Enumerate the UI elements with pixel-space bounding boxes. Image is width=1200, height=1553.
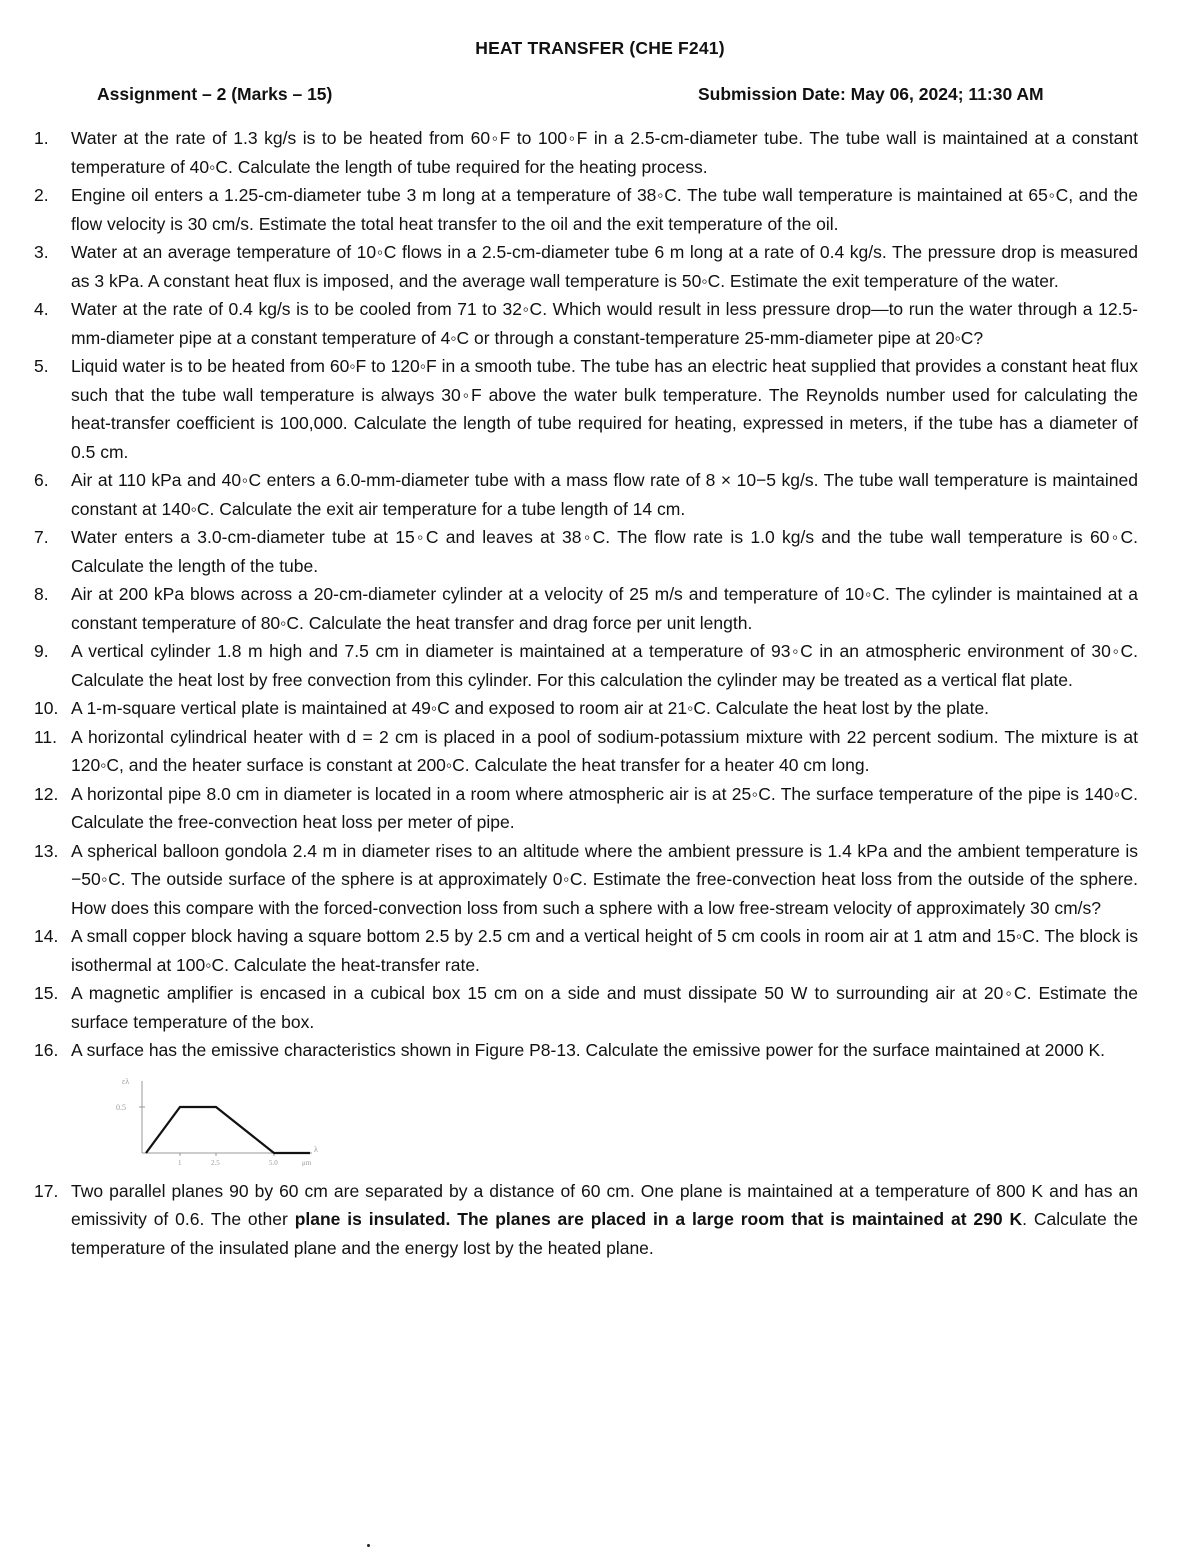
question-number: 17. <box>34 1180 59 1201</box>
question-text: Water at the rate of 0.4 kg/s is to be cooled from 71 to 32◦C. Which would result in less pressure drop—to run the water through a 12.5-mm-diameter pipe at a constant temperature of 4◦C or through a constant-temperature 25-mm-diameter pipe at 20◦C? <box>71 299 1138 348</box>
question-text: A surface has the emissive characteristics shown in Figure P8-13. Calculate the emissive power for the surface maintained at 2000 K. <box>71 1040 1105 1060</box>
y-tick-label: 0.5 <box>116 1102 126 1112</box>
question-text: Air at 110 kPa and 40◦C enters a 6.0-mm-diameter tube with a mass flow rate of 8 × 10−5 kg/s. The tube wall temperature is maintained constant at 140◦C. Calculate the exit air temperature for a tube length of 14 cm. <box>71 470 1138 519</box>
question-text-plain: Two parallel planes 90 by 60 cm are separated by a distance of 60 cm. One plane is maintained at a temperature of 800 K and has an emissivity of 0.6. The other <box>71 1180 1138 1229</box>
question-13 <box>34 837 1138 923</box>
question-list <box>34 124 1138 1262</box>
x-tick-label: μm <box>302 1158 312 1167</box>
page-title: HEAT TRANSFER (CHE F241) <box>475 38 725 58</box>
question-text-end: . Calculate the temperature of the insulated plane and the energy lost by the heated plane. <box>71 1209 1138 1258</box>
question-7 <box>34 523 1138 580</box>
question-text: A horizontal cylindrical heater with d = 2 cm is placed in a pool of sodium-potassium mixture with 22 percent sodium. The mixture is at 120◦C, and the heater surface is constant at 200◦C. Calculate the heat transfer for a heater 40 cm long. <box>71 726 1138 775</box>
question-text: Water enters a 3.0-cm-diameter tube at 15◦C and leaves at 38◦C. The flow rate is 1.0 kg/s and the tube wall temperature is 60◦C. Calculate the length of the tube. <box>71 527 1138 576</box>
question-6 <box>34 466 1138 523</box>
question-text: Engine oil enters a 1.25-cm-diameter tube 3 m long at a temperature of 38◦C. The tube wall temperature is maintained at 65◦C, and the flow velocity is 30 cm/s. Estimate the total heat transfer to the oil and the exit temperature of the oil. <box>71 185 1138 234</box>
question-number: 15. <box>34 983 59 1003</box>
question-number: 9. <box>34 641 49 661</box>
question-1 <box>34 124 1138 181</box>
question-number: 4. <box>34 299 49 319</box>
question-text: Water at an average temperature of 10◦C flows in a 2.5-cm-diameter tube 6 m long at a rate of 0.4 kg/s. The pressure drop is measured as 3 kPa. A constant heat flux is imposed, and the average wall temperature is 50◦C. Estimate the exit temperature of the water. <box>71 242 1138 291</box>
question-number: 14. <box>34 926 59 946</box>
emissivity-chart <box>102 1073 342 1173</box>
submission-date: Submission Date: May 06, 2024; 11:30 AM <box>698 84 1044 104</box>
question-number: 6. <box>34 470 49 490</box>
question-text: A spherical balloon gondola 2.4 m in diameter rises to an altitude where the ambient pressure is 1.4 kPa and the ambient temperature is −50◦C. The outside surface of the sphere is at approximately 0◦C. Estimate the free-convection heat loss from the outside of the sphere. How does this compare with the forced-convection loss from such a sphere with a low free-stream velocity of approximately 30 cm/s? <box>71 840 1138 918</box>
question-10 <box>34 694 1138 723</box>
question-text <box>71 1177 1138 1263</box>
question-number: 8. <box>34 584 49 604</box>
question-text-bold: plane is insulated. The planes are placed in a large room that is maintained at 290 K <box>294 1209 1023 1229</box>
x-axis-label: λ <box>314 1144 318 1154</box>
question-number: 10. <box>34 698 59 718</box>
question-15 <box>34 979 1138 1036</box>
question-5 <box>34 352 1138 466</box>
question-number: 7. <box>34 527 49 547</box>
question-4 <box>34 295 1138 352</box>
x-tick-label: 2.5 <box>211 1158 220 1167</box>
question-2 <box>34 181 1138 238</box>
question-14 <box>34 922 1138 979</box>
question-number: 2. <box>34 185 49 205</box>
question-16 <box>34 1036 1138 1065</box>
question-number: 11. <box>34 726 58 747</box>
emissivity-curve <box>146 1107 310 1153</box>
question-number: 16. <box>34 1040 59 1060</box>
question-number: 12. <box>34 783 59 804</box>
question-text: A vertical cylinder 1.8 m high and 7.5 cm in diameter is maintained at a temperature of 93◦C in an atmospheric environment of 30◦C. Calculate the heat lost by free convection from this cylinder. For this calculation the cylinder may be treated as a vertical flat plate. <box>71 641 1138 690</box>
question-text: A magnetic amplifier is encased in a cubical box 15 cm on a side and must dissipate 50 W to surrounding air at 20◦C. Estimate the surface temperature of the box. <box>71 983 1138 1032</box>
question-text: Water at the rate of 1.3 kg/s is to be heated from 60◦F to 100◦F in a 2.5-cm-diameter tube. The tube wall is maintained at a constant temperature of 40◦C. Calculate the length of tube required for the heating process. <box>71 128 1138 177</box>
page-mark <box>367 1544 370 1547</box>
question-text: A small copper block having a square bottom 2.5 by 2.5 cm and a vertical height of 5 cm cools in room air at 1 atm and 15◦C. The block is isothermal at 100◦C. Calculate the heat-transfer rate. <box>71 926 1138 975</box>
question-number: 5. <box>34 356 49 376</box>
y-axis-label: ελ <box>122 1076 130 1086</box>
question-number: 1. <box>34 128 49 148</box>
question-9 <box>34 637 1138 694</box>
emissivity-figure <box>102 1073 342 1173</box>
question-11 <box>34 723 1138 780</box>
question-3 <box>34 238 1138 295</box>
question-17 <box>34 1177 1138 1263</box>
question-number: 13. <box>34 840 59 861</box>
assignment-label: Assignment – 2 (Marks – 15) <box>97 84 333 104</box>
question-text: A horizontal pipe 8.0 cm in diameter is located in a room where atmospheric air is at 25◦C. The surface temperature of the pipe is 140◦C. Calculate the free-convection heat loss per meter of pipe. <box>71 783 1138 832</box>
question-12 <box>34 780 1138 837</box>
question-text: Air at 200 kPa blows across a 20-cm-diameter cylinder at a velocity of 25 m/s and temperature of 10◦C. The cylinder is maintained at a constant temperature of 80◦C. Calculate the heat transfer and drag force per unit length. <box>71 584 1138 633</box>
question-text: Liquid water is to be heated from 60◦F to 120◦F in a smooth tube. The tube has an electric heat supplied that provides a constant heat flux such that the tube wall temperature is always 30◦F above the water bulk temperature. The Reynolds number used for calculating the heat-transfer coefficient is 100,000. Calculate the length of tube required for heating, expressed in meters, if the tube has a diameter of 0.5 cm. <box>71 356 1138 462</box>
question-text: A 1-m-square vertical plate is maintained at 49◦C and exposed to room air at 21◦C. Calculate the heat lost by the plate. <box>71 698 990 718</box>
question-8 <box>34 580 1138 637</box>
x-tick-label: 5.0 <box>269 1158 278 1167</box>
x-tick-label: 1 <box>178 1158 182 1167</box>
question-number: 3. <box>34 242 49 262</box>
